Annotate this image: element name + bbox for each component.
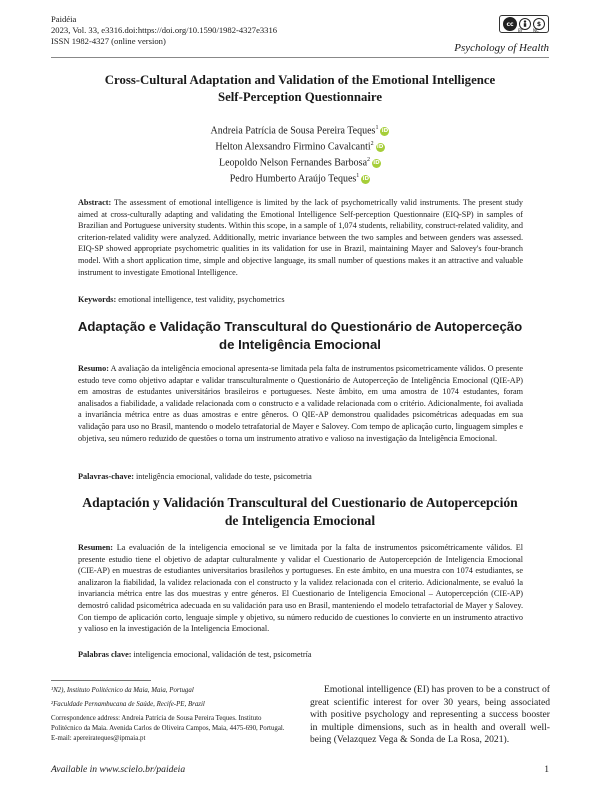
journal-short-title: Paidéia: [51, 14, 77, 24]
page-number: 1: [544, 764, 549, 775]
title-spanish: [60, 494, 540, 530]
abstract-english: [78, 197, 523, 278]
page-footer: [51, 764, 549, 775]
title-portuguese: [60, 318, 540, 354]
journal-section-name: Psychology of Health: [454, 42, 549, 54]
abstract-text: La evaluación de la inteligencia emocional se ve limitada por la falta de instrumentos psicométricamente válidos. El presente estudio tiene el objetivo de adaptar culturalmente y validar el Cuestionario de Autopercepción de Inteligencia Emocional (CIE-AP) en muestras de estudiantes universitarios brasileños y portugueses. En este ámbito, en una muestra con 1074 estudiantes, se analizaron la fiabilidad, la validez relacionada con el constructo y la validez relacionada con el criterio. Adicionalmente, se evaluó la invariancia métrica entre las dos muestras y entre géneros. El Cuestionario de Inteligencia Emocional – Autopercepción (CIE-AP) demostró calidad psicométrica adecuada en su validación para uso en Brasil, manteniendo el modelo tetrafactorial de Mayer y Salovey. Con tiempo de aplicación corto, lenguaje simple y objetivo, su número reducido de cuestiones lo convierte en un instrumento atractivo y valioso en la investigación de la Inteligencia Emocional.: [78, 543, 523, 634]
abstract-label: Abstract:: [78, 198, 112, 207]
by-label: BY: [518, 28, 523, 33]
author-affil: 1: [375, 125, 379, 131]
author-name: Leopoldo Nelson Fernandes Barbosa: [218, 157, 368, 169]
introduction-paragraph: Emotional intelligence (EI) has proven to be a construct of great scientific interest for over 30 years, being associated with positive psychology and representing a success booster in multiple dimensions, such as in health and overall well-being (Velazquez Vega & Sonda de La Rosa, 2021).: [310, 684, 550, 746]
title-line-2: de Inteligencia Emocional: [224, 513, 376, 528]
nc-label: NC: [533, 28, 539, 33]
title-line-1: Adaptação e Validação Transcultural do Questionário de Autoperceção: [77, 319, 523, 334]
correspondence-address: Correspondence address: Andreia Patrícia de Sousa Pereira Teques. Instituto Politécnico da Maia. Avenida Carlos de Oliveira Campos, Maia, 4475-690, Portugal. E-mail: apereirateques@ipmaia.pt: [51, 715, 285, 742]
abstract-text: A avaliação da inteligência emocional apresenta-se limitada pela falta de instrumentos psicometricamente válidos. O presente estudo teve como objetivo adaptar e validar transculturalmente o Questionário de Autoperceção de Inteligência Emocional (QIE-AP) em amostras de estudantes universitários brasileiros e portugueses. Neste âmbito, em uma amostra de 1074 estudantes, foram analisados a fiabilidade, a validade relacionada com o constructo e a validade relacionada com o critério. Adicionalmente, foi avaliada a invariância métrica entre as duas amostras e entre gêneros. O QIE-AP demonstrou qualidades psicométricas adequadas em sua validação para uso no Brasil, mantendo o modelo tetrafatorial de Mayer e Salovey. Com tempo de aplicação curto, linguagem simples e objetiva, seu número reduzido de questões o torna um instrumento atrativo e valioso na investigação da Inteligência Emocional.: [78, 364, 523, 443]
keywords-label: Palavras-chave:: [78, 472, 134, 481]
author-name: Andreia Patrícia de Sousa Pereira Teques: [210, 125, 376, 137]
author-affil: 2: [367, 157, 371, 163]
keywords-label: Keywords:: [78, 295, 117, 304]
keywords-label: Palabras clave:: [78, 650, 132, 659]
author-name: Helton Alexsandro Firmino Cavalcanti: [215, 141, 371, 153]
citation-doi[interactable]: 2023, Vol. 33, e3316.doi:https://doi.org/10.1590/1982-4327e3316: [51, 25, 278, 35]
footnote-divider: [51, 680, 151, 681]
keywords-text: emotional intelligence, test validity, psychometrics: [116, 295, 285, 304]
header-meta: [51, 14, 277, 47]
cc-icon: cc: [503, 17, 517, 31]
title-line-1: Cross-Cultural Adaptation and Validation of the Emotional Intelligence: [104, 73, 496, 87]
author-affil: 1: [356, 173, 360, 179]
author-4: [0, 168, 600, 184]
orcid-icon[interactable]: iD: [373, 159, 380, 166]
author-list: [0, 120, 600, 184]
nc-icon: $: [533, 18, 545, 30]
cc-license-badge[interactable]: [499, 15, 549, 33]
author-affil: 2: [370, 141, 374, 147]
abstract-spanish: [78, 542, 523, 635]
footnote-affiliation-1: ¹N2), Instituto Politécnico da Maia, Maia, Portugal: [51, 687, 194, 694]
keywords-spanish: [78, 649, 523, 660]
article-title: [70, 72, 530, 106]
keywords-english: [78, 294, 523, 305]
author-3: [0, 152, 600, 168]
keywords-text: inteligencia emocional, validación de test, psicometría: [131, 650, 312, 659]
keywords-portuguese: [78, 471, 523, 482]
author-1: [0, 120, 600, 136]
title-line-2: de Inteligência Emocional: [219, 337, 381, 352]
abstract-label: Resumo:: [78, 364, 109, 373]
abstract-portuguese: [78, 363, 523, 444]
orcid-icon[interactable]: iD: [381, 127, 389, 134]
abstract-text: The assessment of emotional intelligence is limited by the lack of psychometrically valid instruments. The present study aimed at cross-culturally adapting and validating the Emotional Intelligence Self-perception Questionnaire (EIQ-SP) in samples of Brazilian and Portuguese university students. Within this scope, in a sample of 1,074 students, reliability, construct-related validity, and criterion-related validity were analyzed. Additionally, metric invariance between the two samples and between genders was assessed. EIQ-SP showed appropriate psychometric qualities in its validation for use in Brazil, maintaining Mayer and Salovey's four-branch model. With a short application time, simple and objective language, its small number of questions makes it an attractive and valuable instrument to investigate Emotional Intelligence.: [78, 198, 523, 277]
footnotes: [51, 686, 291, 748]
availability-link[interactable]: Available in www.scielo.br/paideia: [51, 764, 186, 775]
author-2: [0, 136, 600, 152]
person-icon: [521, 20, 529, 28]
orcid-icon[interactable]: iD: [362, 175, 370, 182]
abstract-label: Resumen:: [78, 543, 114, 552]
title-line-1: Adaptación y Validación Transcultural del Cuestionario de Autopercepción: [82, 495, 518, 510]
orcid-icon[interactable]: iD: [376, 143, 384, 150]
issn: ISSN 1982-4327 (online version): [51, 36, 166, 46]
footnote-affiliation-2: ²Faculdade Pernambucana de Saúde, Recife-PE, Brazil: [51, 701, 205, 708]
title-line-2: Self-Perception Questionnaire: [217, 90, 383, 104]
header-divider: [51, 57, 549, 58]
author-name: Pedro Humberto Araújo Teques: [229, 173, 357, 185]
keywords-text: inteligência emocional, validade do teste, psicometria: [133, 472, 312, 481]
